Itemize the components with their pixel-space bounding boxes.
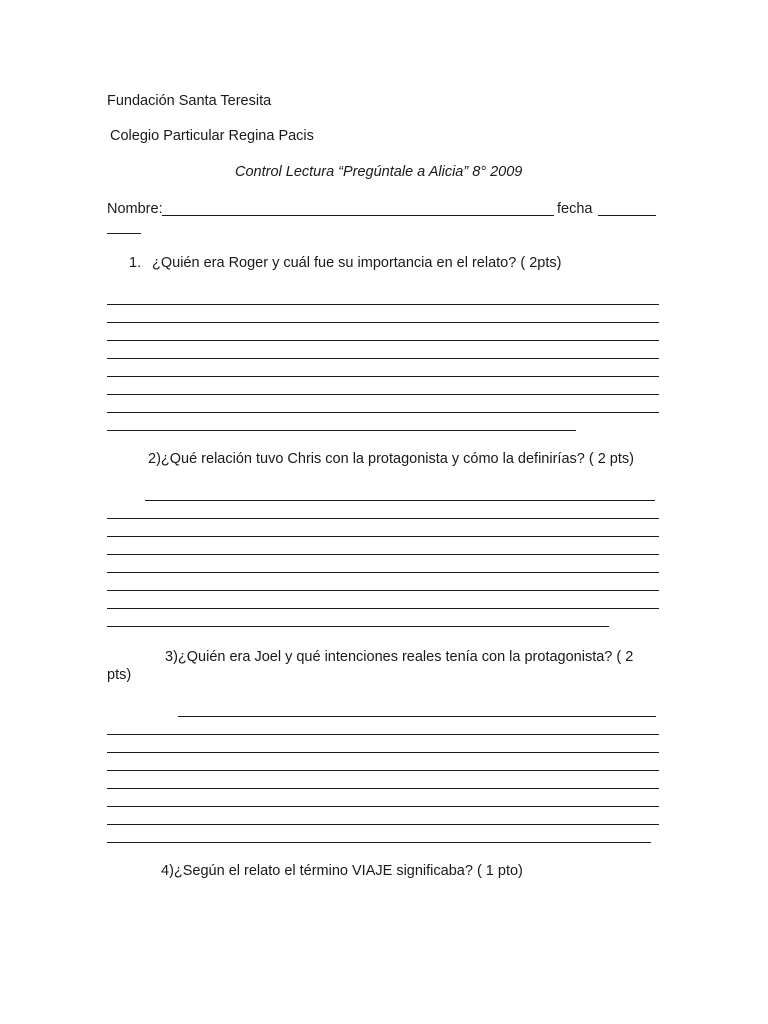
- name-label: Nombre:: [107, 201, 163, 217]
- answer-line[interactable]: [107, 554, 659, 555]
- answer-line[interactable]: [107, 788, 659, 789]
- answer-line[interactable]: [107, 412, 659, 413]
- answer-line[interactable]: [107, 770, 659, 771]
- answer-line[interactable]: [107, 734, 659, 735]
- date-blank-continued[interactable]: [107, 233, 141, 234]
- answer-line[interactable]: [107, 590, 659, 591]
- answer-line[interactable]: [107, 536, 659, 537]
- question-3-text: 3)¿Quién era Joel y qué intenciones reales tenía con la protagonista? ( 2: [165, 649, 634, 665]
- answer-line[interactable]: [107, 752, 659, 753]
- page-title: Control Lectura “Pregúntale a Alicia” 8° 2009: [235, 164, 523, 180]
- date-blank[interactable]: [598, 215, 656, 216]
- answer-line[interactable]: [107, 322, 659, 323]
- question-1-number: 1.: [129, 255, 142, 271]
- answer-line[interactable]: [145, 500, 655, 501]
- answer-line[interactable]: [107, 824, 659, 825]
- answer-line[interactable]: [107, 304, 659, 305]
- question-1-text: ¿Quién era Roger y cuál fue su importancia en el relato? ( 2pts): [152, 255, 562, 271]
- name-blank[interactable]: [162, 215, 554, 216]
- date-label: fecha: [557, 201, 593, 217]
- answer-line[interactable]: [107, 358, 659, 359]
- question-3-text-continued: pts): [107, 667, 132, 683]
- answer-line[interactable]: [107, 626, 609, 627]
- question-2-text: 2)¿Qué relación tuvo Chris con la protagonista y cómo la definirías? ( 2 pts): [148, 451, 634, 467]
- answer-line[interactable]: [107, 376, 659, 377]
- answer-line[interactable]: [107, 608, 659, 609]
- answer-line[interactable]: [107, 430, 576, 431]
- school-name: Colegio Particular Regina Pacis: [110, 128, 314, 144]
- answer-line[interactable]: [107, 572, 659, 573]
- answer-line[interactable]: [107, 340, 659, 341]
- foundation-name: Fundación Santa Teresita: [107, 93, 272, 109]
- answer-line[interactable]: [107, 842, 651, 843]
- answer-line[interactable]: [107, 518, 659, 519]
- answer-line[interactable]: [107, 394, 659, 395]
- answer-line[interactable]: [178, 716, 656, 717]
- question-4-text: 4)¿Según el relato el término VIAJE significaba? ( 1 pto): [161, 863, 523, 879]
- answer-line[interactable]: [107, 806, 659, 807]
